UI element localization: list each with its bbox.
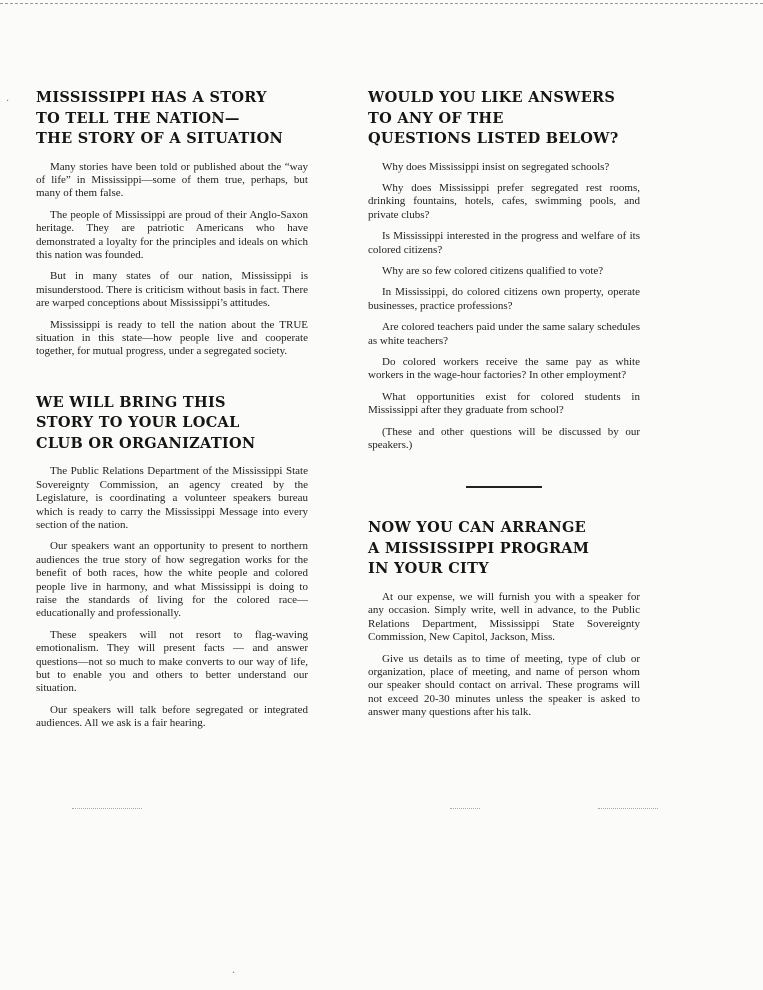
paragraph: (These and other questions will be discussed by our speakers.)	[368, 425, 640, 451]
left-column	[36, 88, 308, 739]
question: Do colored workers receive the same pay as white workers in the wage-hour factories? In other employment?	[368, 355, 640, 382]
paragraph: The people of Mississippi are proud of their Anglo-Saxon heritage. They are patriotic Americans who have demonstrated a loyalty for the principles and ideals on which this nation was founded.	[36, 208, 308, 261]
section-heading	[368, 88, 640, 150]
section-arrange-program	[368, 518, 640, 719]
heading-line: NOW YOU CAN ARRANGE	[368, 519, 586, 537]
scan-speck: ·	[6, 96, 10, 107]
paragraph: Our speakers will talk before segregated or integrated audiences. All we ask is a fair hearing.	[36, 703, 308, 730]
heading-line: THE STORY OF A SITUATION	[36, 130, 284, 147]
heading-line: QUESTIONS LISTED BELOW?	[368, 130, 619, 147]
section-heading	[36, 88, 308, 150]
question: What opportunities exist for colored students in Mississippi after they graduate from school?	[368, 390, 640, 417]
heading-line: IN YOUR CITY	[368, 560, 489, 578]
scan-speck: ·	[232, 968, 236, 979]
heading-line: CLUB OR ORGANIZATION	[36, 434, 256, 452]
heading-line: STORY TO YOUR LOCAL	[36, 414, 240, 432]
section-heading	[368, 518, 640, 580]
scan-artifact	[450, 808, 480, 809]
section-divider	[466, 486, 542, 488]
heading-line: TO TELL THE NATION—	[36, 109, 240, 127]
right-column	[368, 88, 640, 728]
paragraph: But in many states of our nation, Mississippi is misunderstood. There is criticism without basis in fact. There are warped conceptions about Mississippi’s attitudes.	[36, 270, 308, 310]
heading-line: A MISSISSIPPI PROGRAM	[368, 539, 590, 557]
question: Why does Mississippi insist on segregated schools?	[382, 160, 610, 173]
paragraph: At our expense, we will furnish you with a speaker for any occasion. Simply write, well in advance, to the Public Relations Department, Mississippi State Sovereignty Commission, New Capitol, Jackson, Miss.	[368, 590, 640, 644]
heading-line: MISSISSIPPI HAS A STORY	[36, 89, 267, 106]
paragraph: These speakers will not resort to flag-waving emotionalism. They will present facts — and answer questions—not so much to make converts to our way of life, but to enable you and others to better understand our situation.	[36, 628, 308, 695]
paragraph: Many stories have been told or published about the “way of life” in Mississippi—some of them true, perhaps, but many of them false.	[36, 160, 308, 200]
heading-line: TO ANY OF THE	[368, 109, 504, 127]
question: Is Mississippi interested in the progress and welfare of its colored citizens?	[368, 230, 640, 256]
paragraph: Give us details as to time of meeting, type of club or organization, place of meeting, and name of person whom our speaker should contact on arrival. These programs will not exceed 20-30 minutes unless the speaker is asked to answer many questions after his talk.	[368, 652, 640, 719]
scan-artifact	[72, 808, 142, 809]
section-bring-story	[36, 393, 308, 731]
top-border-rule	[0, 3, 763, 4]
section-heading	[36, 393, 308, 455]
heading-line: WOULD YOU LIKE ANSWERS	[368, 89, 616, 106]
question: Are colored teachers paid under the same salary schedules as white teachers?	[368, 321, 640, 347]
heading-line: WE WILL BRING THIS	[36, 393, 226, 411]
paragraph: The Public Relations Department of the Mississippi State Sovereignty Commission, an agency created by the Legislature, is coordinating a volunteer speakers bureau which is ready to carry the Mississippi Message into every section of the nation.	[36, 465, 308, 531]
question: In Mississippi, do colored citizens own property, operate businesses, practice professions?	[368, 286, 640, 312]
section-story	[36, 88, 308, 359]
question: Why are so few colored citizens qualified to vote?	[382, 264, 604, 277]
section-questions	[368, 88, 640, 452]
scan-artifact	[598, 808, 658, 809]
question: Why does Mississippi prefer segregated rest rooms, drinking fountains, hotels, cafes, swimming pools, and private clubs?	[368, 181, 640, 221]
paragraph: Our speakers want an opportunity to present to northern audiences the true story of how segregation works for the benefit of both races, how the white people and colored people live in harmony, and what Mississippi is doing to raise the standards of living for the colored race—educationally and professionally.	[36, 540, 308, 620]
paragraph: Mississippi is ready to tell the nation about the TRUE situation in this state—how people live and cooperate together, for mutual progress, under a segregated society.	[36, 318, 308, 358]
